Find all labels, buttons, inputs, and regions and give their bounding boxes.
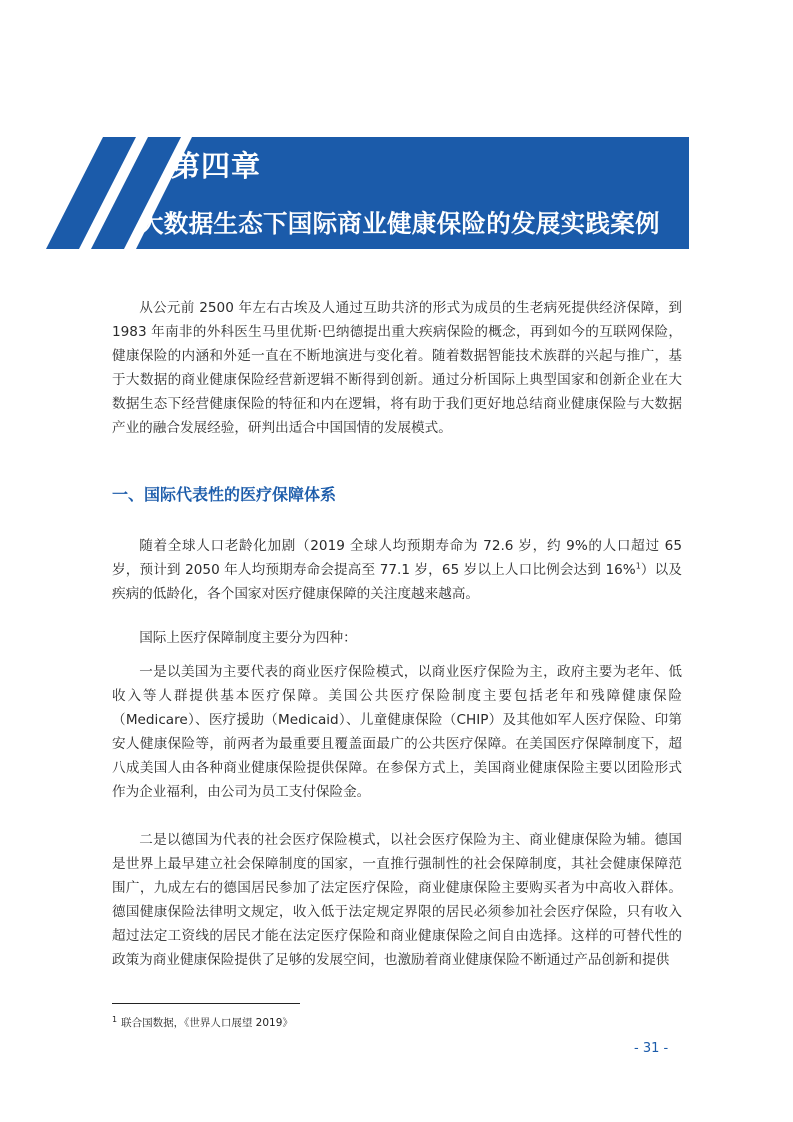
aging-text-before: 随着全球人口老龄化加剧（2019 全球人均预期寿命为 72.6 岁，约 9%的人口超过 65 岁，预计到 2050 年人均预期寿命会提高至 77.1 岁，65 岁以上人口比例会达到 16% (112, 538, 682, 578)
germany-model-paragraph: 二是以德国为代表的社会医疗保险模式，以社会医疗保险为主、商业健康保险为辅。德国是世界上最早建立社会保障制度的国家，一直推行强制性的社会保障制度，其社会健康保障范围广，九成左右的德国居民参加了法定医疗保险，商业健康保险主要购买者为中高收入群体。德国健康保险法律明文规定，收入低于法定规定界限的居民必须参加社会医疗保险，只有收入超过法定工资线的居民才能在法定医疗保险和商业健康保险之间自由选择。这样的可替代性的政策为商业健康保险提供了足够的发展空间，也激励着商业健康保险不断通过产品创新和提供 (112, 832, 682, 968)
footnote-divider (112, 1003, 300, 1004)
intro-paragraph: 从公元前 2500 年左右古埃及人通过互助共济的形式为成员的生老病死提供经济保障，到1983 年南非的外科医生马里优斯·巴纳德提出重大疾病保险的概念，再到如今的互联网保险，健康保险的内涵和外延一直在不断地演进与变化着。随着数据智能技术族群的兴起与推广，基于大数据的商业健康保险经营新逻辑不断得到创新。通过分析国际上典型国家和创新企业在大数据生态下经营健康保险的特征和内在逻辑，将有助于我们更好地总结商业健康保险与大数据产业的融合发展经验，研判出适合中国国情的发展模式。 (112, 300, 682, 436)
aging-text-after: ）以及疾病的低龄化，各个国家对医疗健康保障的关注度越来越高。 (112, 562, 682, 602)
chapter-title: 大数据生态下国际商业健康保险的发展实践案例 (139, 209, 660, 238)
footnote-text: 联合国数据，《世界人口展望 2019》 (121, 1017, 293, 1029)
footnote-mark: 1 (112, 1014, 118, 1024)
aging-paragraph (112, 534, 682, 606)
footnote-reference[interactable]: 1 (635, 561, 641, 571)
system-types-paragraph: 国际上医疗保障制度主要分为四种： (139, 630, 357, 646)
chapter-number: 第四章 (171, 149, 262, 183)
section-heading: 一、国际代表性的医疗保障体系 (112, 485, 337, 504)
us-model-paragraph: 一是以美国为主要代表的商业医疗保险模式，以商业医疗保险为主，政府主要为老年、低收入等人群提供基本医疗保障。美国公共医疗保险制度主要包括老年和残障健康保险（Medicare）、医疗援助（Medicaid）、儿童健康保险（CHIP）及其他如军人医疗保险、印第安人健康保险等，前两者为最重要且覆盖面最广的公共医疗保障。在美国医疗保障制度下，超八成美国人由各种商业健康保险提供保障。在参保方式上，美国商业健康保险主要以团险形式作为企业福利，由公司为员工支付保险金。 (112, 664, 682, 800)
footnote (112, 1015, 293, 1030)
page-number: - 31 - (634, 1041, 669, 1056)
